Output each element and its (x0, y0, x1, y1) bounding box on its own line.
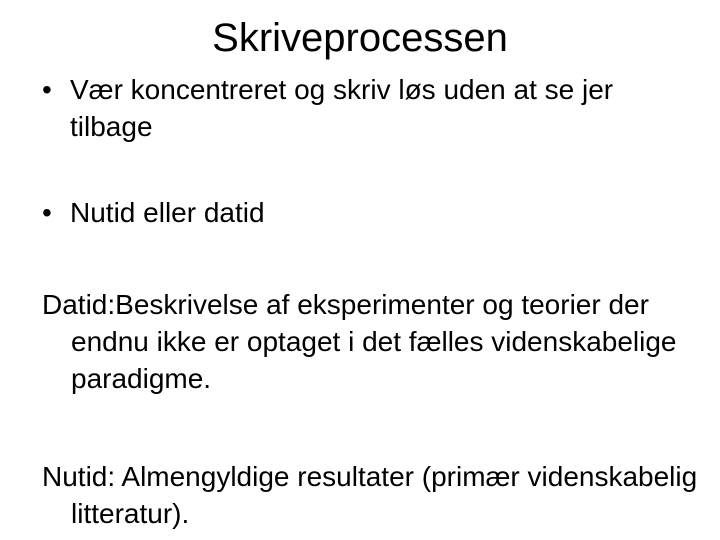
slide-title: Skriveprocessen (212, 16, 508, 60)
definition-term: Datid: (42, 289, 116, 320)
definition-term: Nutid: (42, 461, 116, 492)
definition-text: Almengyldige resultater (primær videnskabelig litteratur). (71, 461, 698, 529)
bullet-text: Vær koncentreret og skriv løs uden at se jer tilbage (70, 74, 614, 142)
definition-text: Beskrivelse af eksperimenter og teorier der endnu ikke er optaget i det fælles videnskabelige paradigme. (71, 289, 677, 394)
bullet-marker: • (42, 74, 52, 105)
definition-datid (42, 286, 711, 397)
bullet-text: Nutid eller datid (70, 197, 265, 228)
bullet-item (42, 71, 682, 145)
bullet-item (42, 194, 682, 231)
definition-nutid (42, 458, 711, 532)
bullet-marker: • (42, 197, 52, 228)
